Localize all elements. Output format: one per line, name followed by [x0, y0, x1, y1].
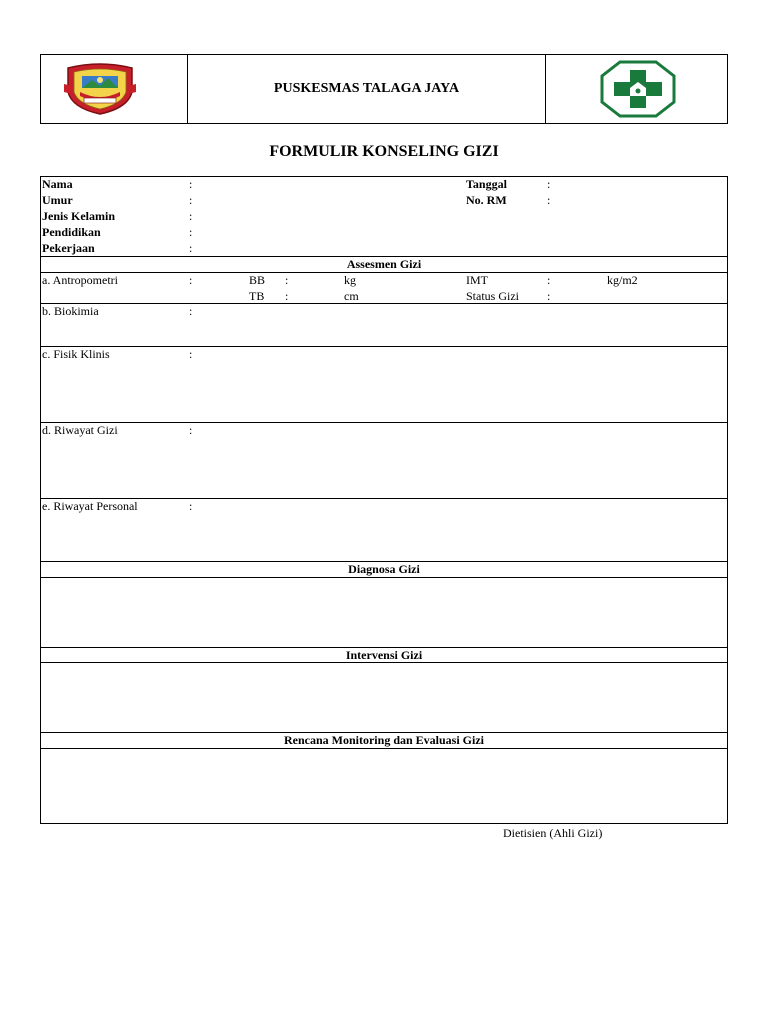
colon-imt: :	[547, 273, 551, 287]
divider-diagnosa-bottom	[40, 577, 728, 578]
colon-antropometri: :	[189, 273, 193, 287]
colon-nama: :	[189, 177, 193, 191]
label-pendidikan: Pendidikan	[42, 225, 101, 239]
colon-tanggal: :	[547, 177, 551, 191]
health-cross-logo-icon	[600, 60, 676, 118]
label-status-gizi: Status Gizi	[466, 289, 519, 303]
divider-monitoring-bottom	[40, 748, 728, 749]
assessment-header: Assesmen Gizi	[346, 257, 422, 271]
colon-jenis-kelamin: :	[189, 209, 193, 223]
header-divider-right	[545, 54, 546, 124]
divider-riwayat-gizi	[40, 422, 728, 423]
divider-biokimia	[40, 303, 728, 304]
colon-tb: :	[285, 289, 289, 303]
colon-biokimia: :	[189, 304, 193, 318]
label-fisik-klinis: c. Fisik Klinis	[42, 347, 110, 361]
colon-bb: :	[285, 273, 289, 287]
label-tanggal: Tanggal	[466, 177, 507, 191]
diagnosis-header: Diagnosa Gizi	[348, 562, 420, 576]
unit-kgm2: kg/m2	[607, 273, 638, 287]
label-biokimia: b. Biokimia	[42, 304, 99, 318]
colon-no-rm: :	[547, 193, 551, 207]
unit-cm: cm	[344, 289, 359, 303]
label-jenis-kelamin: Jenis Kelamin	[42, 209, 116, 223]
signature-label: Dietisien (Ahli Gizi)	[503, 826, 603, 840]
colon-pekerjaan: :	[189, 241, 193, 255]
colon-fisik-klinis: :	[189, 347, 193, 361]
colon-pendidikan: :	[189, 225, 193, 239]
divider-fisik-klinis	[40, 346, 728, 347]
label-no-rm: No. RM	[466, 193, 507, 207]
label-umur: Umur	[42, 193, 73, 207]
intervention-header: Intervensi Gizi	[345, 648, 423, 662]
label-riwayat-personal: e. Riwayat Personal	[42, 499, 138, 513]
label-antropometri: a. Antropometri	[42, 273, 118, 287]
colon-riwayat-gizi: :	[189, 423, 193, 437]
colon-status-gizi: :	[547, 289, 551, 303]
label-tb: TB	[249, 289, 265, 303]
monitoring-header: Rencana Monitoring dan Evaluasi Gizi	[283, 733, 485, 747]
label-imt: IMT	[466, 273, 488, 287]
unit-kg: kg	[344, 273, 356, 287]
form-title: FORMULIR KONSELING GIZI	[269, 143, 499, 160]
label-pekerjaan: Pekerjaan	[42, 241, 95, 255]
label-riwayat-gizi: d. Riwayat Gizi	[42, 423, 118, 437]
regional-emblem-icon	[62, 62, 138, 116]
colon-umur: :	[189, 193, 193, 207]
clinic-name: PUSKESMAS TALAGA JAYA	[273, 81, 460, 96]
label-nama: Nama	[42, 177, 73, 191]
colon-riwayat-personal: :	[189, 499, 193, 513]
divider-intervensi-bottom	[40, 662, 728, 663]
divider-riwayat-personal	[40, 498, 728, 499]
label-bb: BB	[249, 273, 266, 287]
